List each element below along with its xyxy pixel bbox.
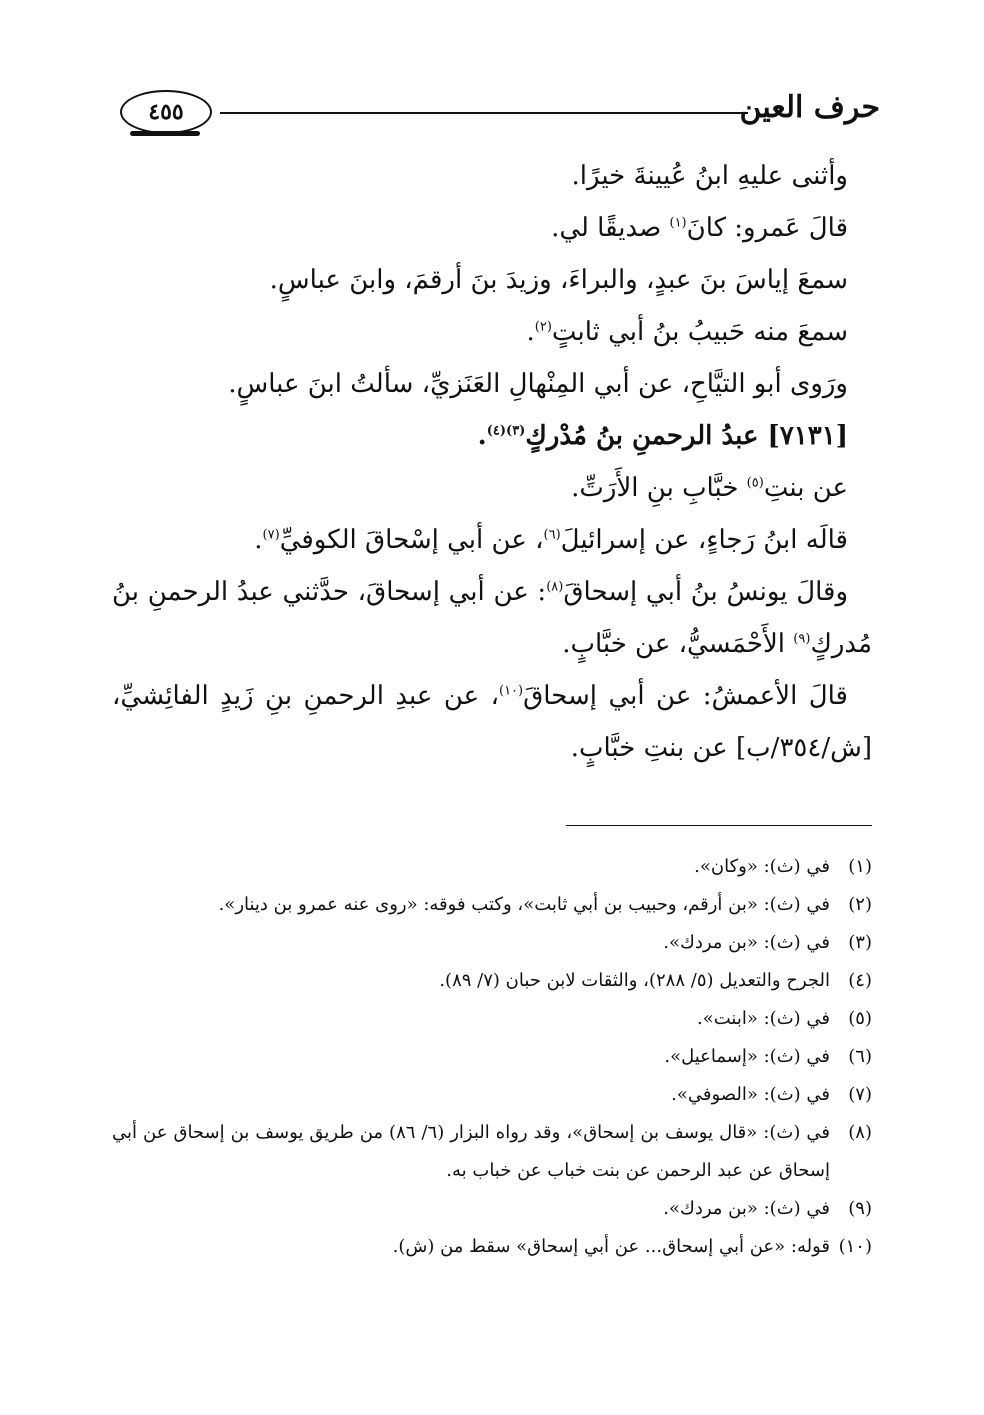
footnote-number: (١) [848,856,872,877]
text-line [112,670,872,722]
line-text: صديقًا لي. [551,213,670,243]
line-text: خبَّابِ بنِ الأَرَتِّ. [571,473,747,503]
line-text: وقالَ يونسُ بنُ أبي إسحاقَ [563,577,848,607]
footnote [112,924,872,962]
footnote-number: (٢) [848,894,872,915]
footnote-number: (٣) [848,932,872,953]
footnote-text: في (ث): «ابنت». [697,1008,830,1029]
line-text: : عن أبي إسحاقَ، حدَّثني عبدُ الرحمنِ بنُ [112,577,547,607]
footnote [112,1076,872,1114]
footnote-ref: (١٠) [498,683,524,699]
line-text: قالَ عَمرو: كانَ [686,213,848,243]
entry-heading [112,410,872,462]
footnote-ref: (١) [669,215,687,231]
footnote-text: في (ث): «إسماعيل». [664,1046,830,1067]
footnote-ref: (٣)(٤) [486,423,526,439]
footnote-ref: (٥) [746,475,764,491]
text-line [112,358,872,410]
footnote-text: في (ث): «قال يوسف بن إسحاق»، وقد رواه البزار (٦/ ٨٦) من طريق يوسف بن إسحاق عن أبي إسحاق عن عبد الرحمن عن بنت خباب عن خباب به. [112,1122,830,1181]
text-line [112,514,872,566]
text-line [112,722,872,774]
footnote [112,1228,872,1266]
text-line [112,306,872,358]
footnote-ref: (٧) [262,527,280,543]
footnotes [112,848,872,1266]
footnote-number: (٨) [848,1122,872,1143]
footnote-text: الجرح والتعديل (٥/ ٢٨٨)، والثقات لابن حبان (٧/ ٨٩). [439,970,830,991]
line-text: الأَحْمَسيُّ، عن خبَّابٍ. [562,629,794,659]
text-line [112,618,872,670]
footnote [112,848,872,886]
footnote-text: في (ث): «وكان». [694,856,830,877]
header-decoration-bar [130,131,200,136]
line-text: ، عن أبي إسْحاقَ الكوفيِّ [279,525,544,555]
footnote [112,1000,872,1038]
page-number-text: ٤٥٥ [148,99,184,125]
line-text: سمعَ إياسَ بنَ عبدٍ، والبراءَ، وزيدَ بنَ أرقمَ، وابنَ عباسٍ. [269,265,848,295]
footnote-number: (٤) [848,970,872,991]
line-text: . [477,421,487,451]
footnote [112,962,872,1000]
footnote-text: في (ث): «الصوفي». [671,1084,830,1105]
line-text: عن بنتِ [763,473,848,503]
running-header [120,88,880,136]
footnote-number: (٥) [848,1008,872,1029]
line-text: قالَه ابنُ رَجاءٍ، عن إسرائيلَ [560,525,848,555]
footnote-text: قوله: «عن أبي إسحاق... عن أبي إسحاق» سقط من (ش). [392,1236,830,1257]
main-text [112,150,872,774]
footnote-ref: (٦) [543,527,561,543]
header-rule [220,112,748,114]
line-text: ورَوى أبو التيَّاحِ، عن أبي المِنْهالِ العَنَزيِّ، سألتُ ابنَ عباسٍ. [228,369,848,399]
footnote-number: (٦) [848,1046,872,1067]
footnote [112,1190,872,1228]
line-text: ، عن عبدِ الرحمنِ بنِ زَيدٍ الفائِشيِّ، [112,681,499,711]
page-number [120,90,212,134]
footnote-number: (٩) [848,1198,872,1219]
line-text: . [254,525,263,555]
footnote-number: (٧) [848,1084,872,1105]
footnote-separator [566,825,872,826]
footnote [112,1114,872,1190]
text-line [112,150,872,202]
line-text: مُدركٍ [810,629,872,659]
text-line [112,254,872,306]
text-line [112,566,872,618]
footnote-number: (١٠) [838,1236,872,1257]
footnote-ref: (٢) [534,319,552,335]
footnote-text: في (ث): «بن مردك». [663,932,830,953]
line-text: . [526,317,535,347]
footnote-ref: (٨) [546,579,564,595]
entry-heading-text: [٧١٣١] عبدُ الرحمنِ بنُ مُدْركٍ [525,421,848,451]
footnote [112,886,872,924]
line-text: قالَ الأعمشُ: عن أبي إسحاقَ [523,681,848,711]
footnote [112,1038,872,1076]
line-text: [ش/٣٥٤/ب] عن بنتِ خبَّابٍ. [570,733,872,763]
line-text: سمعَ منه حَبيبُ بنُ أبي ثابتٍ [551,317,848,347]
text-line [112,462,872,514]
footnote-text: في (ث): «بن أرقم، وحبيب بن أبي ثابت»، وكتب فوقه: «روى عنه عمرو بن دينار». [218,894,830,915]
footnote-ref: (٩) [793,631,811,647]
text-line [112,202,872,254]
chapter-title: حرف العين [739,90,880,125]
footnote-text: في (ث): «بن مردك». [663,1198,830,1219]
line-text: وأثنى عليهِ ابنُ عُيينةَ خيرًا. [571,161,848,191]
